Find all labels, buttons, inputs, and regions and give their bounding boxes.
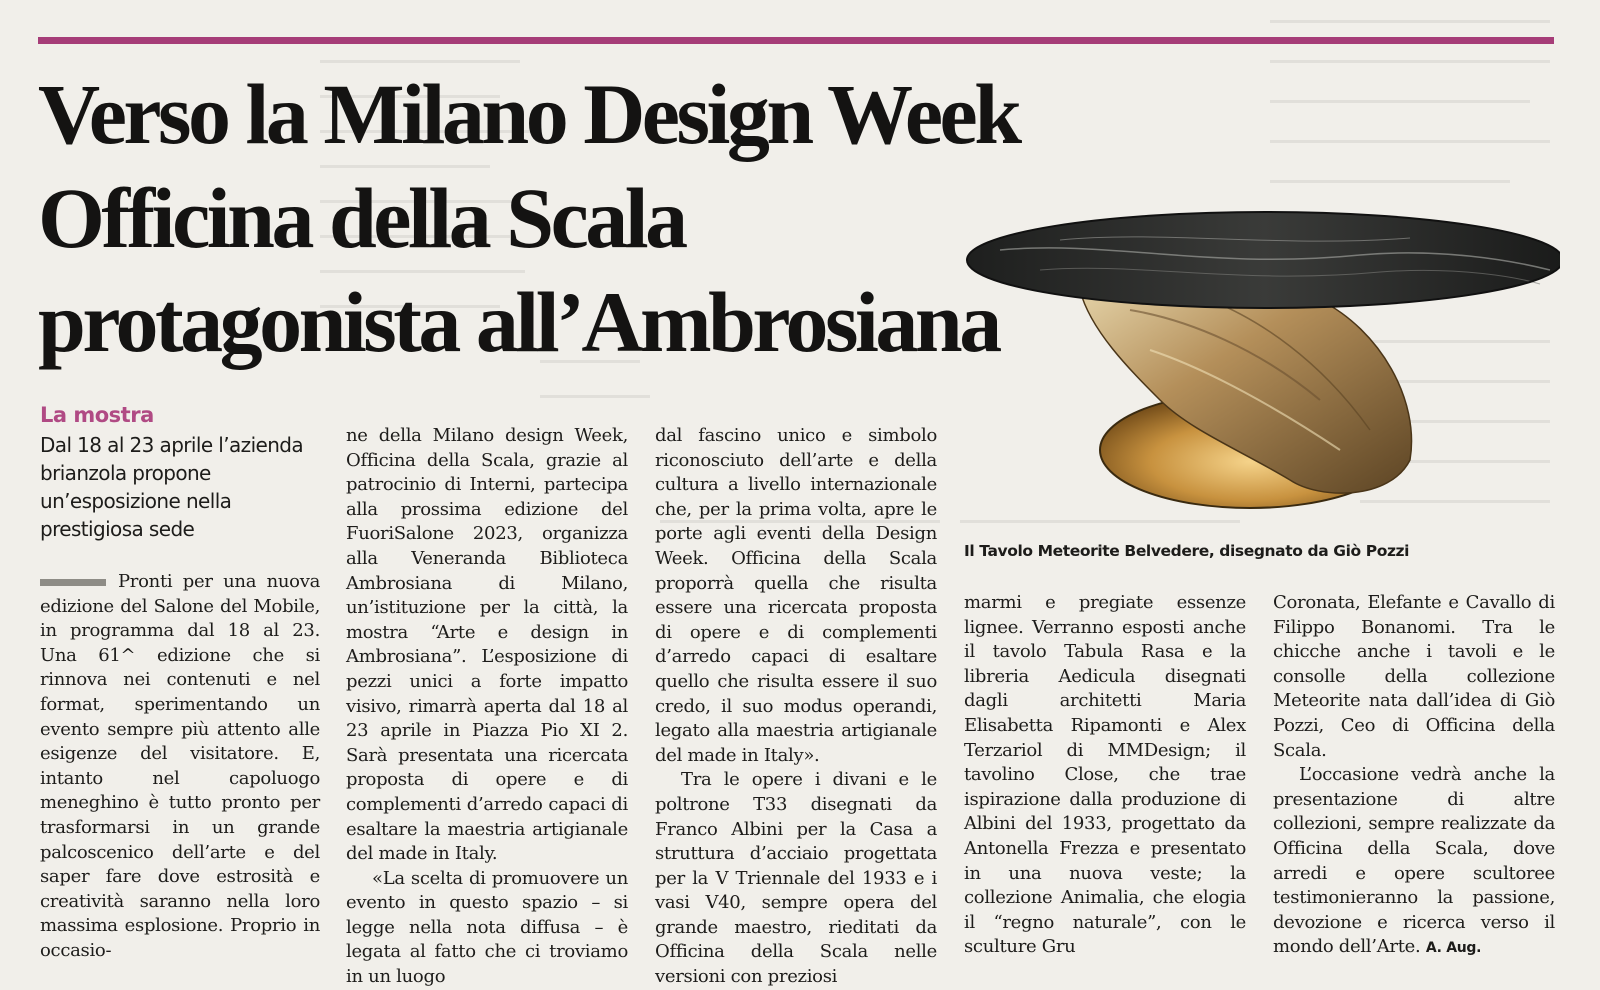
headline: [38, 62, 1019, 374]
article-column-2: [346, 424, 628, 990]
summary-deck: Dal 18 al 23 aprile l’azienda brianzola propone un’esposizione nella prestigiosa sede: [40, 433, 304, 541]
photo-caption: Il Tavolo Meteorite Belvedere, disegnato da Giò Pozzi: [964, 542, 1410, 560]
column-5-paragraph-1: Coronata, Elefante e Cavallo di Filippo Bonanomi. Tra le chicche anche i tavoli e le consolle della collezione Meteorite nata dall’idea di Giò Pozzi, Ceo di Officina della Scala.: [1273, 592, 1555, 761]
article-column-3: [655, 424, 937, 990]
author-signature: A. Aug.: [1425, 940, 1482, 957]
column-2-paragraph-2: «La scelta di promuovere un evento in questo spazio – si legge nella nota diffusa – è legata al fatto che ci troviamo in un luogo: [346, 867, 628, 988]
headline-line-1: Verso la Milano Design Week: [38, 66, 1019, 162]
lead-marker: [40, 579, 106, 586]
article-column-4: [964, 591, 1246, 960]
section-kicker: La mostra: [40, 403, 154, 427]
column-2-paragraph-1: ne della Milano design Week, Officina della Scala, grazie al patrocinio di Interni, partecipa alla prossima edizione del FuoriSalone 2023, organizza alla Veneranda Biblioteca Ambrosiana di Milano, un’istituzione per la città, la mostra “Arte e design in Ambrosiana”. L’esposizione di pezzi unici a forte impatto visivo, rimarrà aperta dal 18 al 23 aprile in Piazza Pio XI 2. Sarà presentata una ricercata proposta di opere e di complementi d’arredo capaci di esaltare la maestria artigianale del made in Italy.: [346, 425, 628, 865]
article-paragraph: [40, 570, 320, 964]
column-3-paragraph-1: dal fascino unico e simbolo riconosciuto dell’arte e della cultura a livello internazionale che, per la prima volta, apre le porte agli eventi della Design Week. Officina della Scala proporrà quella che risulta essere una ricercata proposta di opere e di complementi d’arredo capaci di esaltare quello che risulta essere il suo credo, il suo modus operandi, legato alla maestria artigianale del made in Italy».: [655, 425, 937, 766]
column-5-paragraph-2: [1273, 763, 1555, 961]
article-column-1: [40, 570, 320, 964]
top-accent-rule: [38, 37, 1554, 44]
headline-line-2: Officina della Scala: [38, 170, 685, 266]
column-3-paragraph-2: Tra le opere i divani e le poltrone T33 disegnati da Franco Albini per la Casa a struttura d’acciaio progettata per la V Triennale del 1933 e i vasi V40, sempre opera del grande maestro, rieditati da Officina della Scala nelle versioni con preziosi: [655, 769, 937, 988]
column-1-text: Pronti per una nuova edizione del Salone del Mobile, in programma dal 18 al 23. Una 61^ edizione che si rinnova nei contenuti e nel format, sperimentando un evento sempre più attento alle esigenze del visitatore. E, intanto nel capoluogo meneghino è tutto pronto per trasformarsi in un grande palcoscenico dell’arte e del saper fare dove estrosità e creatività saranno nella loro massima esplosione. Proprio in occasio-: [40, 571, 320, 961]
column-5-paragraph-2-text: L’occasione vedrà anche la presentazione di altre collezioni, sempre realizzate da Officina della Scala, dove arredi e opere scultoree testimonieranno la passione, devozione e ricerca verso il mondo dell’Arte.: [1273, 764, 1555, 958]
table-marble-top: [967, 212, 1560, 308]
headline-line-3: protagonista all’Ambrosiana: [38, 274, 999, 370]
article-column-5: [1273, 591, 1555, 961]
meteorite-table-photo: [960, 200, 1560, 530]
column-4-text: marmi e pregiate essenze lignee. Verranno esposti anche il tavolo Tabula Rasa e la libreria Aedicula disegnati dagli architetti Maria Elisabetta Ripamonti e Alex Terzariol di MMDesign; il tavolino Close, che trae ispirazione dalla produzione di Albini del 1933, progettato da Antonella Frezza e presentato in una nuova veste; la collezione Animalia, che elogia il “regno naturale”, con le sculture Gru: [964, 592, 1246, 958]
